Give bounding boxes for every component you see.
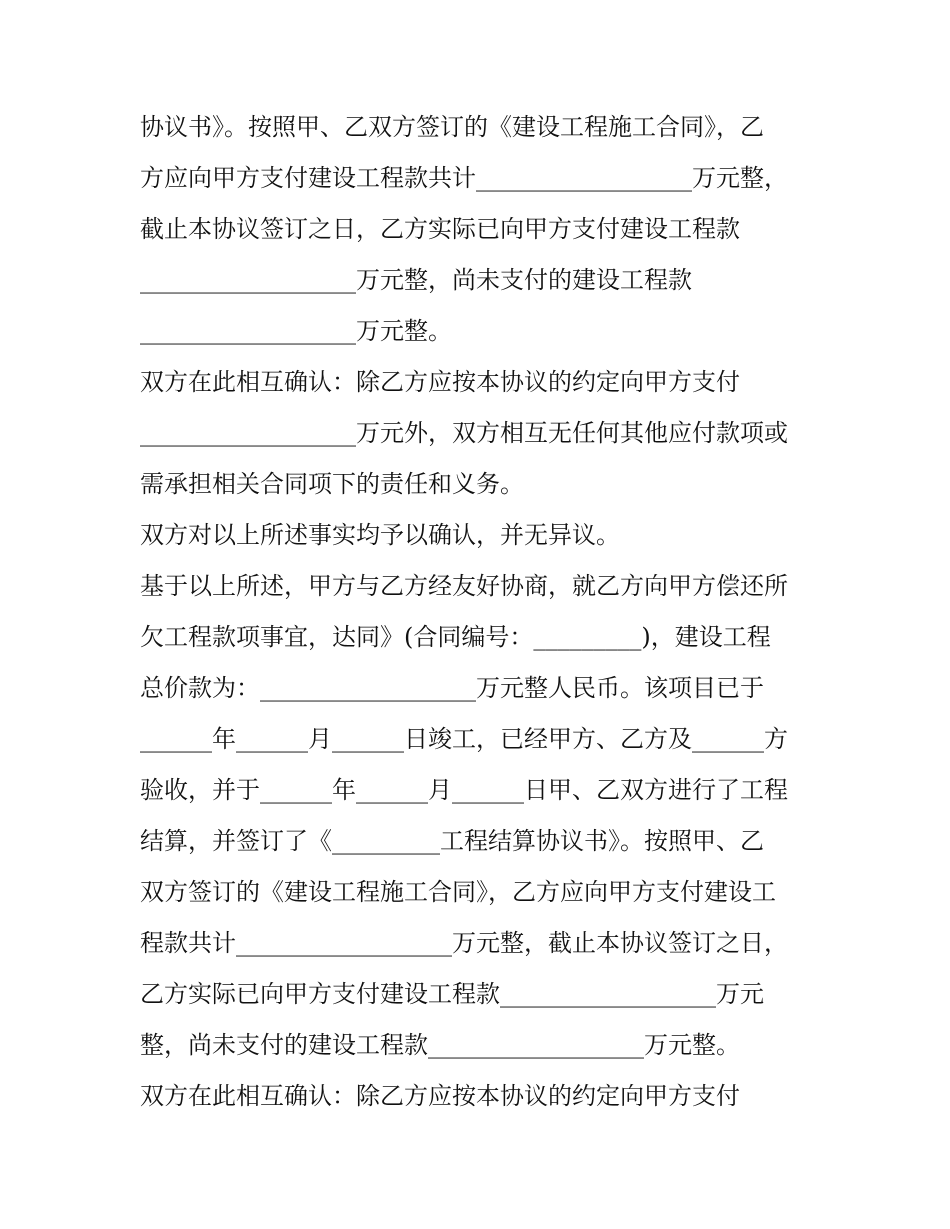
text-line: 验收，并于______年______月______日甲、乙双方进行了工程 (140, 776, 788, 804)
text-line: __________________万元整，尚未支付的建设工程款 (140, 266, 692, 294)
text-line: 程款共计__________________万元整，截止本协议签订之日， (140, 929, 788, 957)
text-line: 截止本协议签订之日，乙方实际已向甲方支付建设工程款 (140, 215, 740, 243)
text-line: 协议书》。按照甲、乙双方签订的《建设工程施工合同》，乙 (140, 113, 764, 141)
text-line: 整，尚未支付的建设工程款__________________万元整。 (140, 1031, 740, 1059)
text-line: __________________万元整。 (140, 317, 452, 345)
text-line: 总价款为：__________________万元整人民币。该项目已于 (140, 674, 764, 702)
text-line: ______年______月______日竣工，已经甲方、乙方及______方 (140, 725, 788, 753)
text-line: 双方对以上所述事实均予以确认，并无异议。 (140, 521, 620, 549)
document-body (140, 102, 840, 1122)
text-line: 双方在此相互确认：除乙方应按本协议的约定向甲方支付 (140, 1082, 740, 1110)
text-line: 双方签订的《建设工程施工合同》，乙方应向甲方支付建设工 (140, 878, 776, 906)
text-line: 欠工程款项事宜，达同》(合同编号：_________)，建设工程 (140, 623, 771, 651)
text-line: 基于以上所述，甲方与乙方经友好协商，就乙方向甲方偿还所 (140, 572, 788, 600)
text-line: __________________万元外，双方相互无任何其他应付款项或 (140, 419, 788, 447)
text-line: 双方在此相互确认：除乙方应按本协议的约定向甲方支付 (140, 368, 740, 396)
text-line: 需承担相关合同项下的责任和义务。 (140, 470, 524, 498)
text-line: 方应向甲方支付建设工程款共计__________________万元整， (140, 164, 788, 192)
text-line: 结算，并签订了《_________工程结算协议书》。按照甲、乙 (140, 827, 764, 855)
text-line: 乙方实际已向甲方支付建设工程款__________________万元 (140, 980, 764, 1008)
